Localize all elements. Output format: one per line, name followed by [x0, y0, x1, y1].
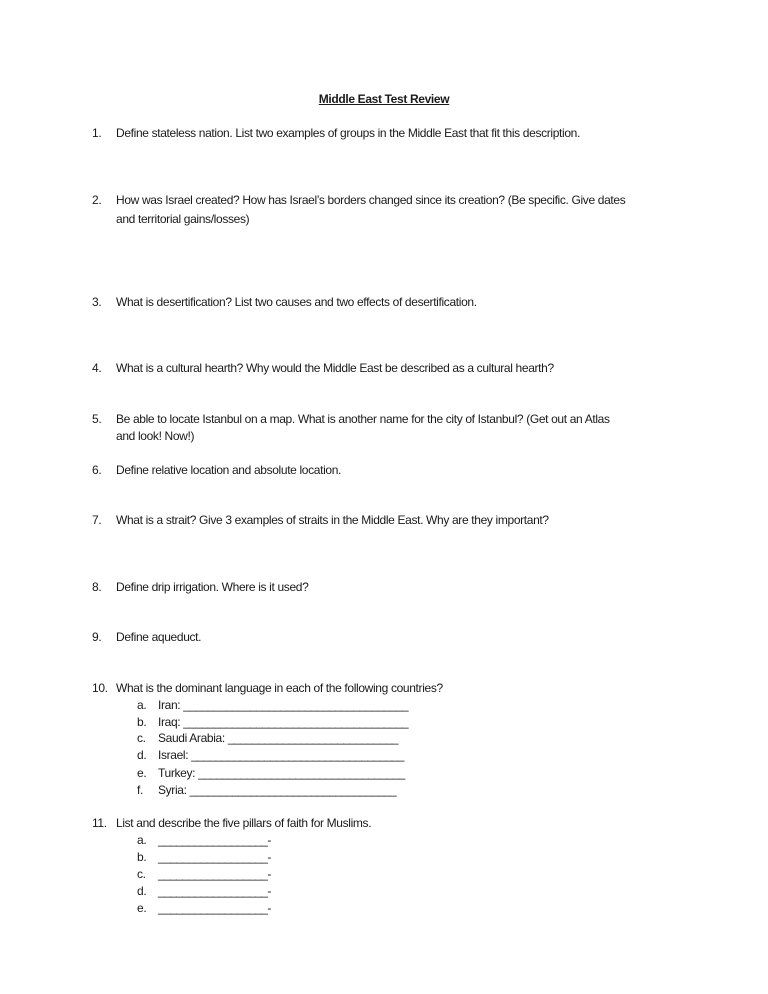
list-letter: b.	[137, 715, 147, 729]
list-item	[158, 900, 271, 916]
list-item	[158, 730, 398, 746]
question-text-continued: and look! Now!)	[116, 429, 195, 443]
list-item	[158, 782, 396, 798]
question-text: What is desertification? List two causes and two effects of desertification.	[116, 295, 477, 309]
question-number: 5.	[92, 412, 102, 426]
answer-blank: __________________	[158, 867, 268, 881]
question-text: What is a cultural hearth? Why would the Middle East be described as a cultural hearth?	[116, 361, 554, 375]
list-letter: e.	[137, 766, 147, 780]
answer-blank: ___________________________________	[191, 748, 404, 762]
question-number: 10.	[92, 681, 108, 695]
question-number: 4.	[92, 361, 102, 375]
list-item	[158, 883, 271, 899]
list-letter: e.	[137, 901, 147, 915]
question-number: 6.	[92, 463, 102, 477]
question-text: List and describe the five pillars of faith for Muslims.	[116, 816, 372, 830]
question-text: Define drip irrigation. Where is it used?	[116, 580, 309, 594]
dash: -	[267, 884, 271, 898]
answer-blank: __________________	[158, 833, 268, 847]
list-item	[158, 697, 408, 713]
question-number: 2.	[92, 193, 102, 207]
question-number: 7.	[92, 513, 102, 527]
list-letter: d.	[137, 884, 147, 898]
question-text: Define relative location and absolute location.	[116, 463, 342, 477]
list-letter: c.	[137, 867, 146, 881]
list-letter: a.	[137, 833, 147, 847]
page-title: Middle East Test Review	[318, 92, 450, 106]
dash: -	[267, 850, 271, 864]
country-label: Turkey:	[158, 766, 199, 780]
dash: -	[267, 901, 271, 915]
answer-blank: _____________________________________	[183, 698, 408, 712]
list-item	[158, 714, 408, 730]
question-number: 1.	[92, 126, 102, 140]
question-number: 11.	[92, 816, 107, 830]
question-text: Define aqueduct.	[116, 630, 202, 644]
list-letter: c.	[137, 731, 146, 745]
question-text: Be able to locate Istanbul on a map. What is another name for the city of Istanbul? (Get out an Atlas	[116, 412, 610, 426]
answer-blank: __________________	[158, 901, 268, 915]
country-label: Saudi Arabia:	[158, 731, 228, 745]
dash: -	[267, 867, 271, 881]
question-number: 8.	[92, 580, 102, 594]
answer-blank: _____________________________________	[183, 715, 408, 729]
question-text: Define stateless nation. List two examples of groups in the Middle East that fit this description.	[116, 126, 580, 140]
question-text-continued: and territorial gains/losses)	[116, 212, 250, 226]
question-number: 3.	[92, 295, 102, 309]
list-letter: b.	[137, 850, 147, 864]
list-item	[158, 832, 271, 848]
answer-blank: ____________________________	[227, 731, 398, 745]
dash: -	[267, 833, 271, 847]
country-label: Syria:	[158, 783, 190, 797]
list-item	[158, 747, 404, 763]
question-text: What is a strait? Give 3 examples of straits in the Middle East. Why are they important?	[116, 513, 549, 527]
list-letter: f.	[137, 783, 143, 797]
list-item	[158, 849, 271, 865]
question-number: 9.	[92, 630, 102, 644]
question-text: What is the dominant language in each of the following countries?	[116, 681, 443, 695]
answer-blank: __________________	[158, 884, 268, 898]
answer-blank: __________________________________	[189, 783, 397, 797]
list-letter: a.	[137, 698, 147, 712]
question-text: How was Israel created? How has Israel’s borders changed since its creation? (Be specific. Give dates	[116, 193, 626, 207]
list-item	[158, 765, 405, 781]
country-label: Iraq:	[158, 715, 184, 729]
list-letter: d.	[137, 748, 147, 762]
country-label: Israel:	[158, 748, 192, 762]
answer-blank: __________________	[158, 850, 268, 864]
country-label: Iran:	[158, 698, 184, 712]
answer-blank: __________________________________	[198, 766, 405, 780]
list-item	[158, 866, 271, 882]
